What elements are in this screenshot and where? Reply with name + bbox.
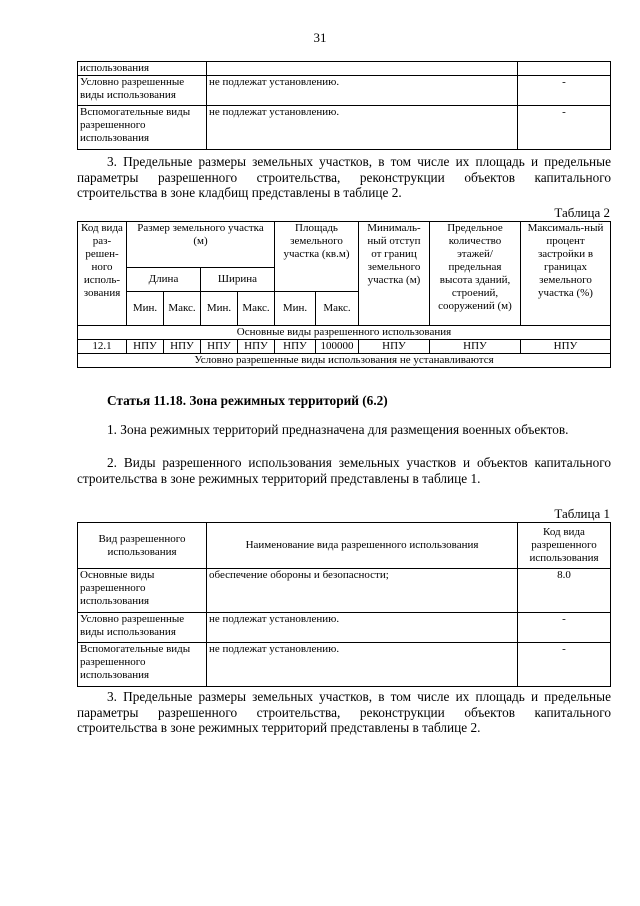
top-table — [77, 61, 611, 150]
table-cell: Вспомогательные виды разрешенного использования — [78, 106, 207, 150]
header-indent: Минималь-ный отступ от границ земельного участка (м) — [359, 222, 430, 326]
header-max: Макс. — [316, 292, 359, 326]
header-length: Длина — [127, 268, 201, 292]
header-size: Размер земельного участка (м) — [127, 222, 275, 268]
header-floors: Предельное количество этажей/ предельная высота зданий, строений, сооружений (м) — [430, 222, 521, 326]
table-cell: 100000 — [316, 340, 359, 354]
table-cell: 12.1 — [78, 340, 127, 354]
table-cell: - — [518, 106, 611, 150]
header-width: Ширина — [201, 268, 275, 292]
table-cell: 8.0 — [518, 569, 611, 613]
table-cell: НПУ — [238, 340, 275, 354]
article-heading: Статья 11.18. Зона режимных территорий (6.2) — [107, 393, 388, 408]
header-min: Мин. — [201, 292, 238, 326]
table-cell: не подлежат установлению. — [207, 613, 518, 643]
table-cell: - — [518, 613, 611, 643]
table-cell: Условно разрешенные виды использования — [78, 76, 207, 106]
header-name: Наименование вида разрешенного использования — [207, 523, 518, 569]
table-cell: НПУ — [127, 340, 164, 354]
section-main: Основные виды разрешенного использования — [78, 326, 611, 340]
paragraph: 2. Виды разрешенного использования земельных участков и объектов капитального строительства в зоне режимных территорий представлены в таблице 1. — [77, 455, 611, 486]
table-cell: НПУ — [359, 340, 430, 354]
header-max: Макс. — [238, 292, 275, 326]
table-cell: НПУ — [201, 340, 238, 354]
header-type: Вид разрешенного использования — [78, 523, 207, 569]
header-min: Мин. — [275, 292, 316, 326]
table-cell: обеспечение обороны и безопасности; — [207, 569, 518, 613]
header-percent: Максималь-ный процент застройки в границах земельного участка (%) — [521, 222, 611, 326]
paragraph: 1. Зона режимных территорий предназначена для размещения военных объектов. — [107, 422, 569, 437]
table-cell: - — [518, 76, 611, 106]
table-cell — [207, 62, 518, 76]
table-1 — [77, 522, 611, 687]
table-cell: не подлежат установлению. — [207, 106, 518, 150]
table-cell: НПУ — [164, 340, 201, 354]
table-2 — [77, 221, 611, 368]
paragraph: 3. Предельные размеры земельных участков, в том числе их площадь и предельные параметры разрешенного строительства, реконструкции объектов капитального строительства в зоне кладбищ представлены в таблице 2. — [77, 154, 611, 200]
table-cell: НПУ — [275, 340, 316, 354]
page-number: 31 — [313, 30, 327, 45]
table-cell — [518, 62, 611, 76]
table-cell: не подлежат установлению. — [207, 643, 518, 687]
table-cell: НПУ — [521, 340, 611, 354]
table-cell: НПУ — [430, 340, 521, 354]
paragraph: 3. Предельные размеры земельных участков, в том числе их площадь и предельные параметры разрешенного строительства, реконструкции объектов капитального строительства в зоне режимных территорий представлены в таблице 2. — [77, 689, 611, 735]
table-cell: не подлежат установлению. — [207, 76, 518, 106]
table-cell: Вспомогательные виды разрешенного использования — [78, 643, 207, 687]
table-caption: Таблица 1 — [554, 506, 610, 521]
table-cell: Основные виды разрешенного использования — [78, 569, 207, 613]
header-max: Макс. — [164, 292, 201, 326]
table-caption: Таблица 2 — [554, 205, 610, 220]
header-area: Площадь земельного участка (кв.м) — [275, 222, 359, 292]
header-code: Код вида разрешенного использования — [518, 523, 611, 569]
table-cell: использования — [78, 62, 207, 76]
section-conditional: Условно разрешенные виды использования не устанавливаются — [78, 354, 611, 368]
header-min: Мин. — [127, 292, 164, 326]
table-cell: - — [518, 643, 611, 687]
table-cell: Условно разрешенные виды использования — [78, 613, 207, 643]
header-code: Код вида раз-решен-ного исполь-зования — [78, 222, 127, 326]
